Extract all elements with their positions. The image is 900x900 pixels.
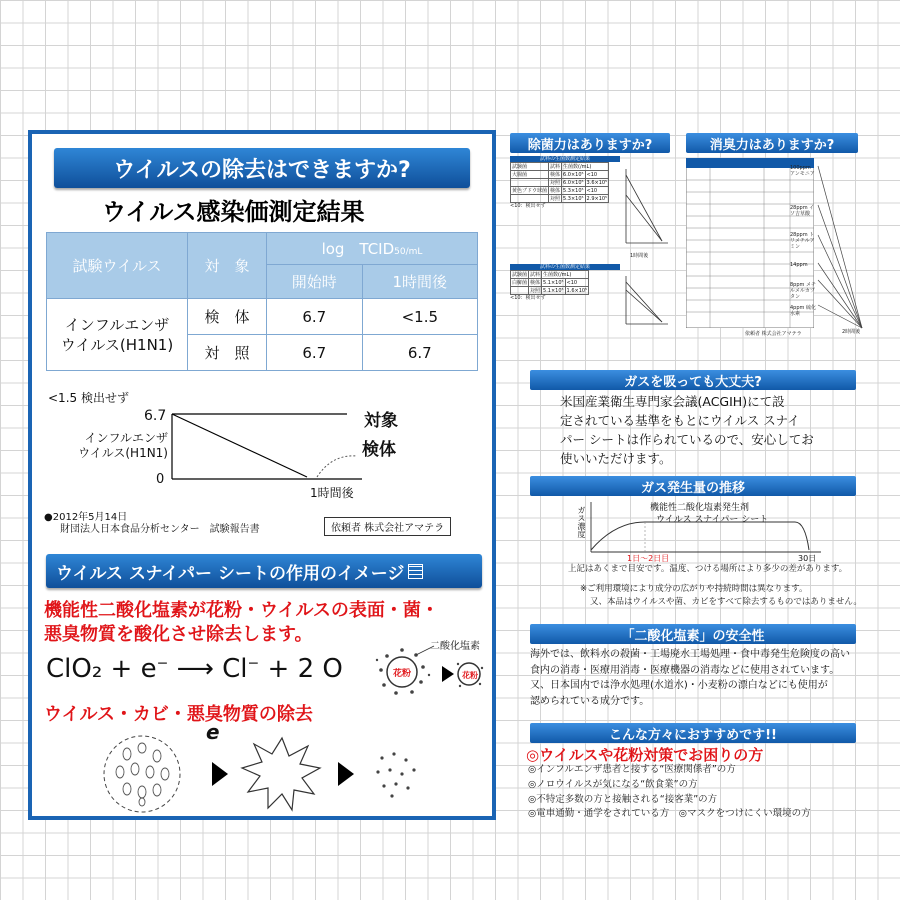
report-org: 財団法人日本食品分析センター 試験報告書 [60, 524, 260, 535]
row-target: 検 体 [188, 299, 267, 335]
bact-t1-title: 試料の生菌数測定結果 [510, 156, 620, 162]
label-sample: 検体 [362, 440, 396, 460]
recommend-main: ◎ウイルスや花粉対策でお困りの方 [526, 746, 764, 764]
cell: 検体 [550, 188, 561, 194]
col-target: 対 象 [188, 233, 267, 299]
trend-chart-title-2: ウイルス スナイパー シート [656, 515, 769, 525]
ppm-label: 28ppm トリメチルアミン [790, 232, 815, 250]
cell: 検体 [530, 280, 541, 286]
virus-removal-panel [28, 130, 496, 820]
infectivity-title: ウイルス感染価測定結果 [102, 198, 365, 226]
recommend-header: こんな方々におすすめです!! [530, 723, 856, 743]
cell: 5.3×10⁵ [563, 187, 584, 194]
deodor-requester: 依頼者 株式会社アマテラ [745, 331, 802, 337]
trend-x2: 30日 [798, 554, 817, 563]
red-text-3: ウイルス・カビ・悪臭物質の除去 [44, 704, 313, 725]
cell: <10 [585, 187, 609, 195]
cell: 対照 [550, 196, 561, 202]
formula-rest: + 2 O [267, 654, 343, 684]
col-1h: 1時間後 [362, 265, 477, 299]
col-start: 開始時 [267, 265, 363, 299]
cell: 白癬菌 [512, 280, 528, 286]
formula [46, 654, 343, 684]
requester-box: 依頼者 株式会社アマテラ [324, 517, 451, 536]
row-start: 6.7 [267, 335, 363, 371]
cell: 5.3×10⁵ [563, 195, 584, 202]
deodor-graph [816, 160, 866, 335]
deodor-time: 2時間後 [842, 329, 861, 335]
cell: 6.0×10⁵ [563, 179, 584, 186]
cell: <10 [585, 171, 609, 179]
recommend-item: ◎ノロウイルスが気になる“飲食業”の方 [528, 779, 698, 790]
recommend-item: ◎不特定多数の方と接触される“接客業”の方 [528, 794, 718, 805]
trend-chart-title-1: 機能性二酸化塩素発生剤 [650, 503, 750, 513]
cell: 5.1×10⁵ [543, 287, 564, 294]
log-unit: 50/mL [394, 247, 423, 257]
recommend-item: ◎電車通勤・通学をされている方 ◎マスクをつけにくい環境の方 [528, 808, 811, 819]
cell [511, 287, 529, 295]
bact-note-2: <10：検出せず [510, 295, 546, 301]
formula-arrow: ⟶ [176, 654, 214, 684]
cell: 5.1×10⁵ [543, 279, 564, 286]
result-graph [167, 404, 367, 489]
bact-head-sample: 試料 [530, 272, 541, 278]
cell: 2.9×10⁵ [586, 195, 608, 202]
red-text-2: 悪臭物質を酸化させ除去します。 [44, 624, 313, 645]
bact-note-1: <10：検出せず [510, 203, 546, 209]
bacteria-graph-1 [622, 165, 670, 250]
pollen-label-1: 花粉 [393, 669, 412, 679]
ppm-label: 100ppm アンモニア [790, 165, 815, 177]
ppm-label: 4ppm 硫化水素 [790, 305, 816, 317]
recommend-item: ◎インフルエンザ患者と接する“医療関係者”の方 [528, 764, 736, 775]
ppm-label: 28ppm イソ吉草酸 [790, 205, 815, 217]
cell [511, 179, 549, 187]
cell: 1.6×10⁵ [566, 287, 588, 294]
label-control: 対象 [364, 411, 398, 431]
bact-head-sample: 試料 [550, 164, 561, 170]
virus-name: インフルエンザ ウイルス(H1N1) [47, 299, 188, 371]
graph-y-zero: 0 [156, 472, 165, 487]
red-text-1: 機能性二酸化塩素が花粉・ウイルスの表面・菌・ [44, 600, 439, 621]
col-log [267, 233, 478, 265]
cell: 3.6×10⁵ [586, 179, 608, 186]
row-after: <1.5 [362, 299, 477, 335]
formula-clo2: ClO₂ + e [46, 654, 157, 684]
trend-x1: 1日～2日目 [627, 554, 670, 563]
cell: 黄色ブドウ球菌 [512, 188, 548, 194]
graph-xlabel: 1時間後 [310, 486, 354, 500]
ppm-label: 14ppm [790, 262, 808, 268]
electron-label: e [206, 720, 220, 744]
graph-y-top: 6.7 [144, 408, 167, 424]
image-banner-label: ウイルス スナイパー シートの作用のイメージ [56, 563, 405, 584]
cell: 対照 [530, 288, 541, 294]
bact-head-test: 試験菌 [511, 163, 549, 171]
below-detect-note: <1.5 検出せず [48, 391, 129, 405]
row-after: 6.7 [362, 335, 477, 371]
diagram-icon [408, 564, 423, 579]
report-date: ●2012年5月14日 [44, 512, 128, 523]
bact-head-test: 試験菌 [512, 272, 528, 278]
deodor-question-header: 消臭力はありますか? [686, 133, 858, 153]
bact-head-count: 生菌数(/mL) [562, 163, 609, 171]
cell: 大腸菌 [511, 171, 549, 179]
formula-minus-2: − [247, 655, 260, 672]
log-label: log TCID [321, 240, 395, 258]
virus-removal-banner: ウイルスの除去はできますか? [54, 148, 470, 188]
cell [511, 195, 549, 203]
trend-note-1: 上記はあくまで目安です。温度、つける場所により多少の差があります。 [568, 564, 848, 574]
gas-text: 米国産業衛生専門家会議(ACGIH)にて設 定されている基準をもとにウイルス スナイ パー シートは作られているので、安心してお 使いいただけます。 [560, 394, 814, 466]
bacteria-question-header: 除菌力はありますか? [510, 133, 670, 153]
removal-diagram [82, 724, 462, 819]
bact-head-count: 生菌数(/mL) [542, 271, 589, 279]
trend-note-2: ※ご利用環境により成分の広がりや持続時間は異なります。 [580, 584, 808, 594]
ppm-label: 8ppm メチルメルカプタン [790, 282, 816, 300]
gas-question-header: ガスを吸っても大丈夫? [530, 370, 856, 390]
pollen-label-2: 花粉 [462, 671, 478, 680]
bact-time-label: 1時間後 [630, 253, 649, 259]
row-target: 対 照 [188, 335, 267, 371]
clo2-label: 二酸化塩素 [430, 641, 480, 652]
formula-minus-1: − [156, 655, 169, 672]
trend-ylabel: ガス濃度 [577, 506, 586, 538]
bacteria-graph-2 [622, 272, 670, 330]
graph-ylabel: インフルエンザ ウイルス(H1N1) [78, 431, 168, 460]
safety-text: 海外では、飲料水の殺菌・工場廃水工場処理・食中毒発生危険度の高い 食内の消毒・医療用消毒・医療機器の消毒などに使用されています。 又、日本国内では浄水処理(水道水)・小麦粉の漂白などにも使用が 認められている成分です。 [530, 649, 850, 707]
safety-header: 「二酸化塩素」の安全性 [530, 624, 856, 644]
formula-cl: Cl [222, 654, 248, 684]
bact-t2-title: 試料の生菌数測定結果 [510, 264, 620, 270]
cell: 対照 [550, 180, 561, 186]
infectivity-table [46, 232, 478, 371]
gas-trend-chart [585, 500, 825, 558]
gas-trend-header: ガス発生量の推移 [530, 476, 856, 496]
cell: 6.0×10⁵ [563, 171, 584, 178]
col-test-virus: 試験ウイルス [47, 233, 188, 299]
row-start: 6.7 [267, 299, 363, 335]
image-banner [46, 554, 482, 588]
trend-note-3: 又、本品はウイルスや菌、カビをすべて除去するものではありません。 [590, 597, 862, 607]
cell: 検体 [550, 172, 561, 178]
cell: <10 [565, 279, 589, 287]
